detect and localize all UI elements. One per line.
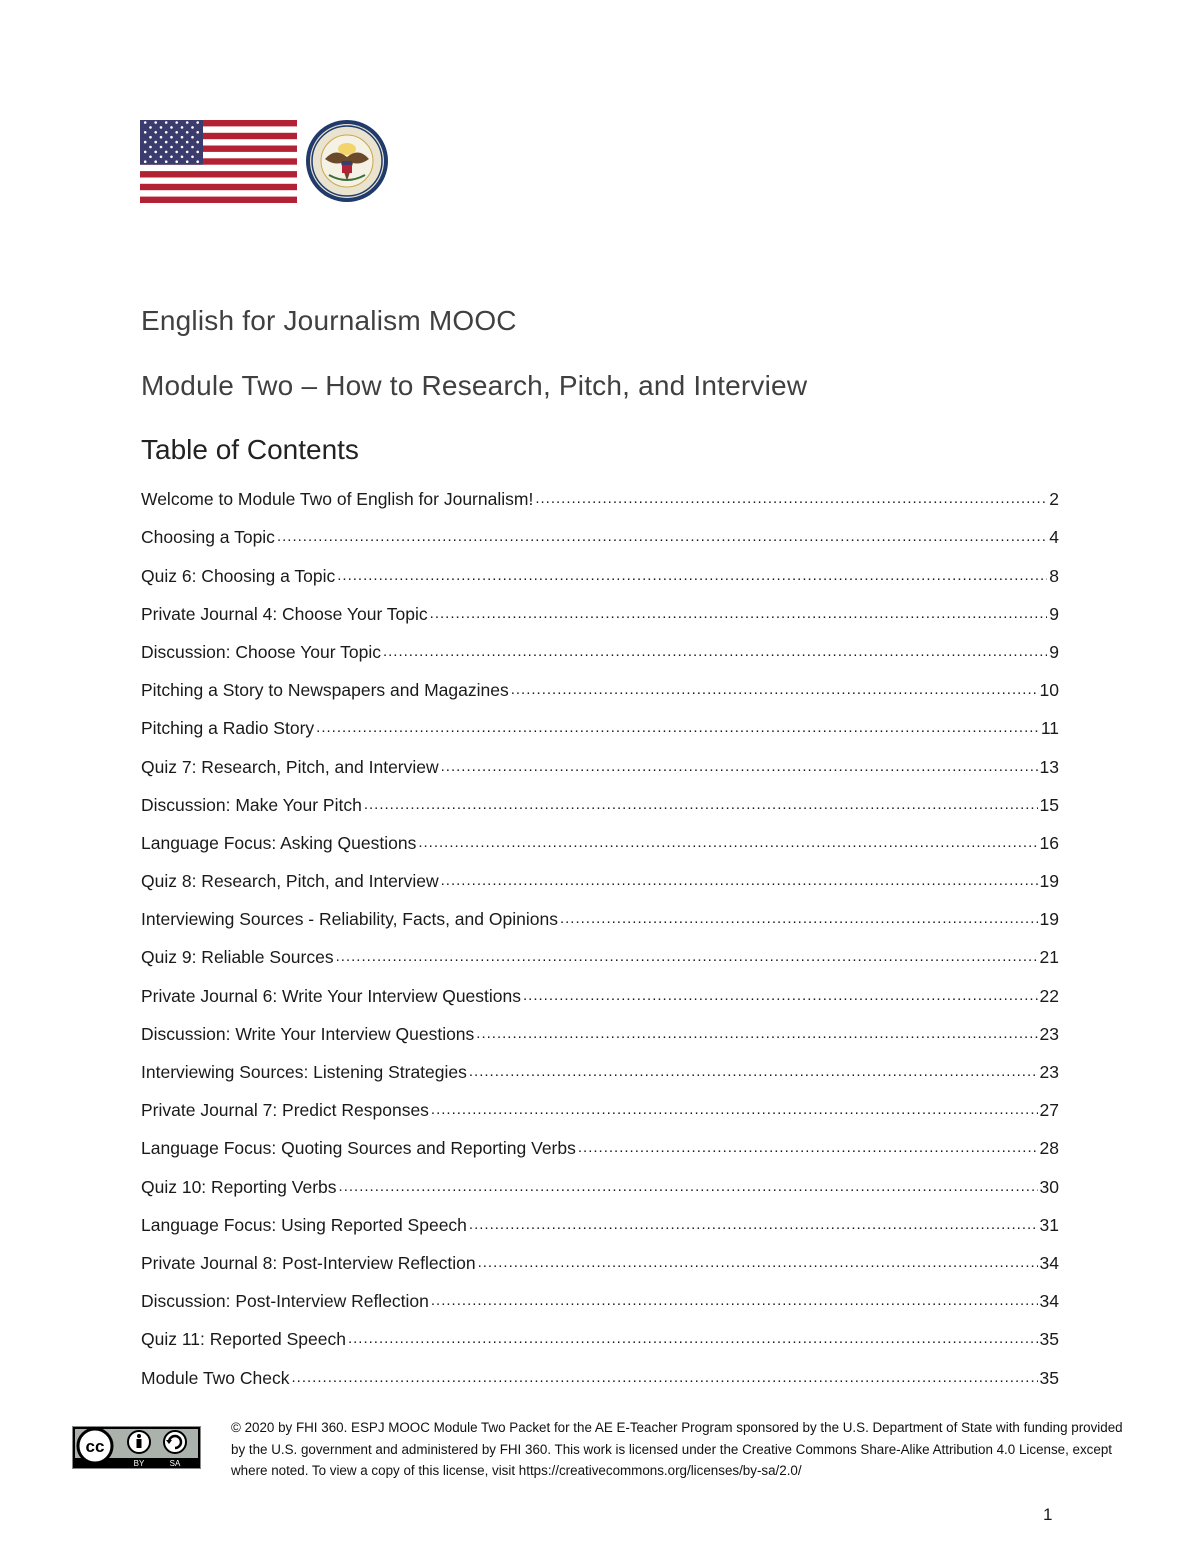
toc-entry-label: Quiz 6: Choosing a Topic [141,565,336,586]
toc-entry-label: Module Two Check [141,1367,290,1388]
toc-entry-label: Pitching a Radio Story [141,718,315,739]
toc-entry[interactable] [141,856,1059,894]
toc-entry-page: 4 [1049,527,1059,548]
toc-entry-label: Language Focus: Quoting Sources and Reporting Verbs [141,1138,576,1159]
toc-entry-page: 11 [1040,718,1059,739]
toc-entry-label: Private Journal 4: Choose Your Topic [141,603,428,624]
table-of-contents [141,474,1059,1391]
toc-entry-page: 9 [1049,603,1059,624]
toc-leader-dots [348,1326,1038,1352]
toc-leader-dots [523,983,1038,1009]
toc-entry-page: 28 [1039,1138,1059,1159]
header-logos [140,119,389,203]
toc-entry-page: 30 [1039,1176,1059,1197]
toc-entry-page: 8 [1049,565,1059,586]
toc-leader-dots [511,677,1038,703]
toc-entry-page: 13 [1039,756,1059,777]
module-title: Module Two – How to Research, Pitch, and Interview [141,370,808,401]
toc-leader-dots [469,1212,1038,1238]
toc-entry-label: Choosing a Topic [141,527,275,548]
toc-entry-page: 27 [1039,1100,1059,1121]
toc-entry-label: Welcome to Module Two of English for Journalism! [141,489,534,510]
toc-entry[interactable] [141,1352,1059,1390]
toc-entry[interactable] [141,1047,1059,1085]
toc-entry[interactable] [141,703,1059,741]
toc-entry[interactable] [141,1085,1059,1123]
toc-entry[interactable] [141,589,1059,627]
license-text: © 2020 by FHI 360. ESPJ MOOC Module Two Packet for the AE E-Teacher Program sponsored by the U.S. Department of State with funding provided by the U.S. government and administered by FHI 360. This work is licensed under the Creative Commons Share-Alike Attribution 4.0 License, except where noted. To view a copy of this license, visit https://creativecommons.org/licenses/by-sa/2.0/ [231,1420,1123,1478]
toc-entry[interactable] [141,665,1059,703]
toc-entry-label: Private Journal 8: Post-Interview Reflection [141,1252,476,1273]
us-department-of-state-seal-icon [305,119,389,203]
toc-entry-page: 34 [1039,1291,1059,1312]
toc-leader-dots [277,524,1047,550]
us-flag-icon [140,120,297,203]
toc-entry[interactable] [141,1123,1059,1161]
toc-entry-label: Interviewing Sources: Listening Strategies [141,1062,467,1082]
toc-entry-page: 9 [1049,641,1059,662]
toc-entry-page: 15 [1039,794,1059,815]
license-block [72,1417,1132,1482]
toc-entry-label: Pitching a Story to Newspapers and Magazines [141,680,509,701]
toc-entry-page: 16 [1039,832,1059,853]
toc-entry[interactable] [141,932,1059,970]
toc-entry[interactable] [141,627,1059,665]
toc-entry-page: 10 [1039,680,1059,701]
toc-entry[interactable] [141,512,1059,550]
toc-entry-page: 21 [1039,947,1059,968]
toc-entry-page: 34 [1039,1252,1059,1273]
toc-entry-label: Language Focus: Using Reported Speech [141,1214,467,1235]
toc-leader-dots [418,830,1037,856]
toc-leader-dots [431,1288,1038,1314]
toc-entry-page: 35 [1039,1367,1059,1388]
toc-leader-dots [364,792,1038,818]
toc-entry-label: Language Focus: Asking Questions [141,832,417,853]
toc-leader-dots [469,1059,1038,1085]
toc-entry-page: 19 [1039,871,1059,892]
toc-entry-page: 31 [1039,1214,1059,1235]
toc-entry-label: Quiz 7: Research, Pitch, and Interview [141,756,439,777]
toc-leader-dots [441,868,1038,894]
toc-leader-dots [336,944,1038,970]
toc-entry-page: 23 [1039,1023,1059,1044]
toc-entry-page: 23 [1039,1062,1059,1082]
toc-entry-label: Quiz 8: Research, Pitch, and Interview [141,871,439,892]
toc-leader-dots [383,639,1047,665]
toc-leader-dots [316,715,1039,741]
toc-entry-label: Discussion: Make Your Pitch [141,794,362,815]
toc-entry-label: Interviewing Sources - Reliability, Facts, and Opinions [141,909,558,930]
toc-entry[interactable] [141,780,1059,818]
toc-leader-dots [578,1135,1038,1161]
toc-entry[interactable] [141,1276,1059,1314]
toc-leader-dots [431,1097,1038,1123]
toc-heading: Table of Contents [141,434,359,465]
toc-leader-dots [476,1021,1037,1047]
toc-entry-page: 19 [1039,909,1059,930]
toc-entry-label: Quiz 9: Reliable Sources [141,947,334,968]
toc-entry[interactable] [141,1314,1059,1352]
toc-entry[interactable] [141,474,1059,512]
toc-entry[interactable] [141,1009,1059,1047]
toc-entry[interactable] [141,1161,1059,1199]
page-number: 1 [1043,1505,1053,1524]
toc-leader-dots [441,754,1038,780]
toc-entry[interactable] [141,1238,1059,1276]
toc-entry-page: 2 [1049,489,1059,510]
toc-entry-label: Discussion: Write Your Interview Questions [141,1023,475,1044]
toc-entry-label: Discussion: Post-Interview Reflection [141,1291,429,1312]
creative-commons-by-sa-icon[interactable] [72,1426,201,1469]
toc-entry[interactable] [141,970,1059,1008]
toc-leader-dots [430,601,1048,627]
toc-entry-label: Private Journal 7: Predict Responses [141,1100,429,1121]
toc-entry[interactable] [141,1200,1059,1238]
toc-leader-dots [339,1174,1038,1200]
toc-entry-label: Private Journal 6: Write Your Interview Questions [141,985,522,1006]
toc-entry[interactable] [141,550,1059,588]
toc-entry[interactable] [141,741,1059,779]
cc-label: cc [85,1437,105,1456]
course-title: English for Journalism MOOC [141,305,517,336]
by-label: BY [133,1459,145,1468]
sa-label: SA [169,1459,181,1468]
toc-entry-label: Quiz 10: Reporting Verbs [141,1176,337,1197]
toc-entry-label: Discussion: Choose Your Topic [141,641,381,662]
toc-leader-dots [535,486,1047,512]
toc-leader-dots [337,563,1047,589]
toc-entry-label: Quiz 11: Reported Speech [141,1329,346,1350]
toc-leader-dots [560,906,1038,932]
toc-leader-dots [478,1250,1038,1276]
toc-entry[interactable] [141,894,1059,932]
toc-entry-page: 22 [1039,985,1059,1006]
toc-entry[interactable] [141,818,1059,856]
toc-entry-page: 35 [1039,1329,1059,1350]
toc-leader-dots [292,1365,1038,1391]
